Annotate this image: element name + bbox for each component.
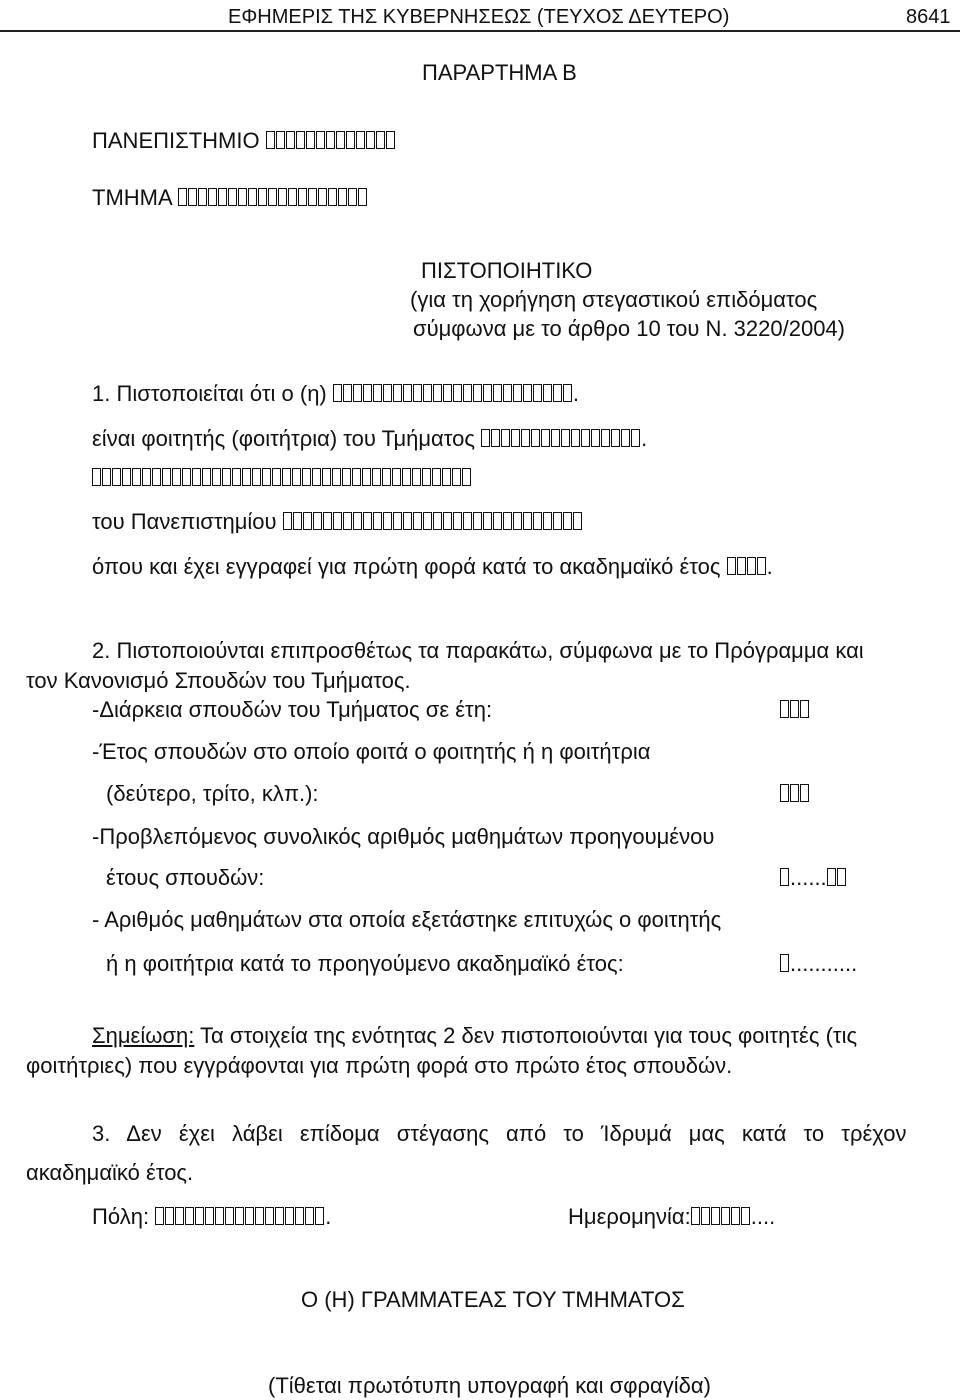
signature-note: (Τίθεται πρωτότυπη υπογραφή και σφραγίδα) <box>268 1373 711 1398</box>
section1-line5-period: . <box>766 554 773 579</box>
page-number: 8641 <box>906 6 951 28</box>
city-period: . <box>325 1204 332 1229</box>
note-label: Σημείωση: <box>92 1023 195 1048</box>
section1-line5 <box>92 554 773 580</box>
section2-line2: τον Κανονισμό Σπουδών του Τμήματος. <box>26 668 411 693</box>
department-label: ΤΜΗΜΑ <box>92 185 172 210</box>
university-name-boxes <box>283 509 583 535</box>
courses-dots: ...... <box>790 865 827 890</box>
year-label-1: -Έτος σπουδών στο οποίο φοιτά ο φοιτητής ή η φοιτήτρια <box>92 739 651 764</box>
header-rule <box>0 30 960 32</box>
section1-line1 <box>92 381 579 407</box>
signatory: Ο (Η) ΓΡΑΜΜΑΤΕΑΣ ΤΟΥ ΤΜΗΜΑΤΟΣ <box>301 1287 685 1312</box>
date-label: Ημερομηνία: <box>568 1204 691 1229</box>
passed-boxes <box>780 951 857 977</box>
year-boxes <box>780 781 810 807</box>
department-name-boxes <box>481 426 641 452</box>
city-line <box>92 1204 331 1230</box>
section2-line1: 2. Πιστοποιούνται επιπροσθέτως τα παρακάτω, σύμφωνα με το Πρόγραμμα και <box>92 638 864 663</box>
section1-line4 <box>92 509 583 535</box>
continuation-boxes <box>92 465 472 491</box>
section1-line3-boxes <box>92 465 472 491</box>
passed-dots: ........... <box>790 951 858 976</box>
section1-line2 <box>92 426 647 452</box>
city-boxes <box>155 1204 325 1230</box>
note-line2: φοιτήτριες) που εγγράφονται για πρώτη φορά στο πρώτο έτος σπουδών. <box>26 1053 733 1078</box>
certificate-subtitle-1: (για τη χορήγηση στεγαστικού επιδόματος <box>410 287 818 312</box>
certificate-title: ΠΙΣΤΟΠΟΙΗΤΙΚΟ <box>421 258 593 283</box>
student-name-boxes <box>333 381 573 407</box>
duration-label: -Διάρκεια σπουδών του Τμήματος σε έτη: <box>92 697 493 722</box>
department-fill-boxes <box>178 185 368 211</box>
year-label-2: (δεύτερο, τρίτο, κλπ.): <box>106 781 319 806</box>
date-dots: .... <box>750 1204 776 1229</box>
section1-line5-text: όπου και έχει εγγραφεί για πρώτη φορά κατά το ακαδημαϊκό έτος <box>92 554 721 579</box>
courses-label-1: -Προβλεπόμενος συνολικός αριθμός μαθημάτων προηγουμένου <box>92 824 715 849</box>
note-line1 <box>92 1023 857 1049</box>
duration-boxes <box>780 697 810 723</box>
date-boxes <box>691 1204 751 1230</box>
section1-line2-period: . <box>641 426 648 451</box>
university-fill-boxes <box>266 128 396 154</box>
section1-line2-text: είναι φοιτητής (φοιτήτρια) του Τμήματος <box>92 426 475 451</box>
academic-year-boxes <box>727 554 767 580</box>
certificate-subtitle-2: σύμφωνα με το άρθρο 10 του Ν. 3220/2004) <box>413 316 845 341</box>
date-line <box>568 1204 775 1230</box>
courses-label-2: έτους σπουδών: <box>106 865 265 890</box>
courses-boxes <box>780 865 847 891</box>
university-line <box>92 128 396 154</box>
section1-line1-period: . <box>572 381 579 406</box>
annex-title: ΠΑΡΑΡΤΗΜΑ Β <box>422 60 577 85</box>
section3-line1: 3. Δεν έχει λάβει επίδομα στέγασης από το Ίδρυμά μας κατά το τρέχον <box>92 1121 907 1146</box>
passed-label-1: - Αριθμός μαθημάτων στα οποία εξετάστηκε επιτυχώς ο φοιτητής <box>92 907 722 932</box>
section1-line1-text: 1. Πιστοποιείται ότι ο (η) <box>92 381 327 406</box>
university-label: ΠΑΝΕΠΙΣΤΗΜΙΟ <box>92 128 260 153</box>
department-line <box>92 185 368 211</box>
passed-label-2: ή η φοιτήτρια κατά το προηγούμενο ακαδημαϊκό έτος: <box>106 951 624 976</box>
section1-line4-text: του Πανεπιστημίου <box>92 509 277 534</box>
note-text-1: Τα στοιχεία της ενότητας 2 δεν πιστοποιούνται για τους φοιτητές (τις <box>194 1023 858 1048</box>
city-label: Πόλη: <box>92 1204 150 1229</box>
header-title: ΕΦΗΜΕΡΙΣ ΤΗΣ ΚΥΒΕΡΝΗΣΕΩΣ (ΤΕΥΧΟΣ ΔΕΥΤΕΡΟ) <box>228 6 730 28</box>
section3-line2: ακαδημαϊκό έτος. <box>26 1160 194 1185</box>
